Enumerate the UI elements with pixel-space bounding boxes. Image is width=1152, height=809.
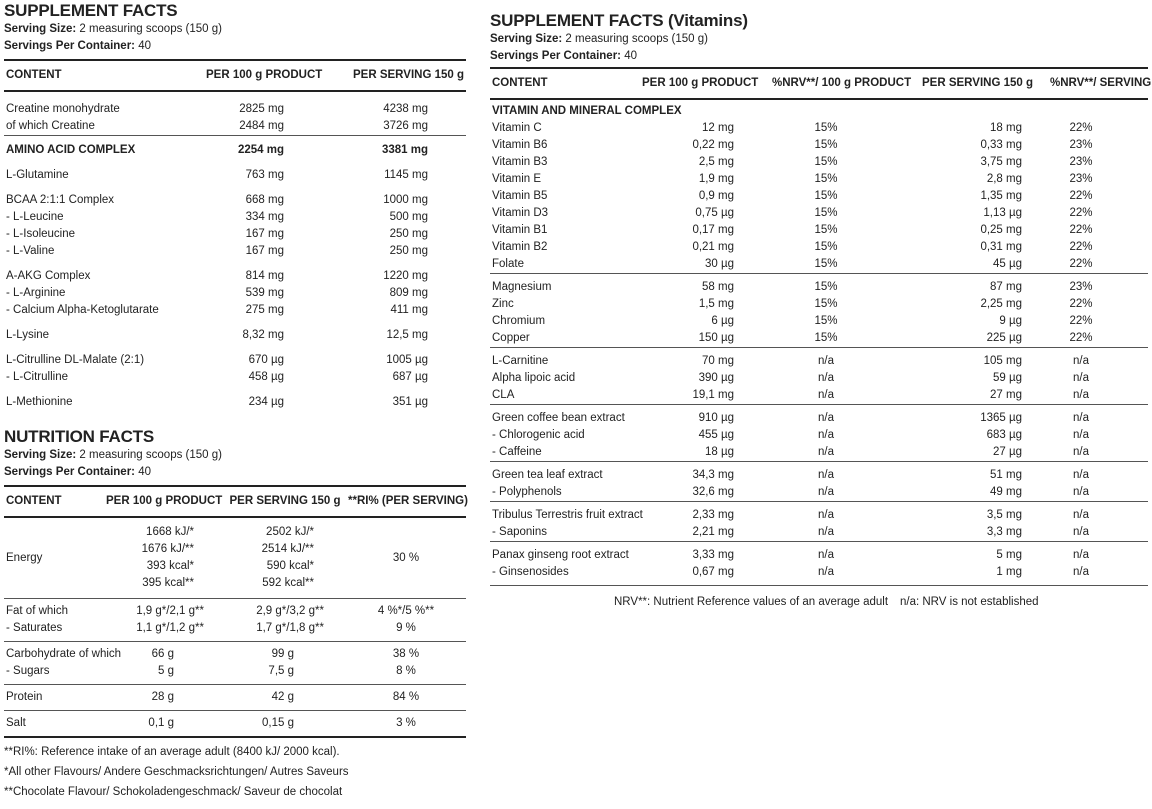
table-row: L-Methionine 234 µg 351 µg [6, 396, 428, 408]
supplement-facts-panel [4, 1, 466, 411]
table-header: CONTENT PER 100 g PRODUCT %NRV**/ 100 g PRODUCT PER SERVING 150 g %NRV**/ SERVING [490, 68, 1148, 99]
table-row: L-Lysine 8,32 mg 12,5 mg [6, 329, 428, 341]
table-row: - Chlorogenic acid 455 µg n/a 683 µg n/a [492, 429, 1089, 441]
section-heading: VITAMIN AND MINERAL COMPLEX [492, 105, 682, 117]
table-row: Vitamin B6 0,22 mg 15% 0,33 mg 23% [492, 139, 1093, 151]
nutrition-facts-table [4, 485, 466, 738]
servings-per-container: Servings Per Container: 40 [490, 50, 638, 62]
serving-size: Serving Size: 2 measuring scoops (150 g) [490, 33, 708, 45]
table-row: Vitamin D3 0,75 µg 15% 1,13 µg 22% [492, 207, 1093, 219]
servings-per-container: Servings Per Container: 40 [4, 40, 152, 52]
table-row: - L-Arginine 539 mg 809 mg [6, 287, 428, 299]
table-row: Chromium 6 µg 15% 9 µg 22% [492, 315, 1093, 327]
table-row: - Polyphenols 32,6 mg n/a 49 mg n/a [492, 486, 1089, 498]
table-row: - L-Citrulline 458 µg 687 µg [6, 371, 428, 383]
table-row: BCAA 2:1:1 Complex 668 mg 1000 mg [6, 194, 428, 206]
table-row: - Ginsenosides 0,67 mg n/a 1 mg n/a [490, 564, 1148, 586]
vitamins-title: SUPPLEMENT FACTS (Vitamins) [490, 11, 748, 30]
supplement-facts-title: SUPPLEMENT FACTS [4, 1, 178, 20]
table-row: - Caffeine 18 µg n/a 27 µg n/a [492, 446, 1089, 458]
nutrition-footnotes: **RI%: Reference intake of an average adult (8400 kJ/ 2000 kcal). *All other Flavours/ Andere Geschmacksrichtungen/ Autres Saveurs **Chocolate Flavour/ Schokoladengeschmack/ Saveur de chocolat [4, 746, 349, 798]
table-header: CONTENT PER 100 g PRODUCT PER SERVING 150 g [4, 60, 466, 91]
table-row: Protein 28 g 42 g 84 % [4, 685, 466, 711]
table-row: AMINO ACID COMPLEX 2254 mg 3381 mg [4, 136, 466, 160]
table-row: Panax ginseng root extract 3,33 mg n/a 5 mg n/a [490, 542, 1148, 565]
table-row: L-Glutamine 763 mg 1145 mg [6, 169, 428, 181]
table-row: Salt 0,1 g 0,15 g 3 % [4, 711, 466, 738]
nutrition-facts-panel [4, 427, 466, 802]
table-row: Vitamin B1 0,17 mg 15% 0,25 mg 22% [492, 224, 1093, 236]
table-row: Alpha lipoic acid 390 µg n/a 59 µg n/a [492, 372, 1089, 384]
serving-size: Serving Size: 2 measuring scoops (150 g) [4, 449, 222, 461]
table-row: - L-Isoleucine 167 mg 250 mg [6, 228, 428, 240]
table-row: Green tea leaf extract 34,3 mg n/a 51 mg n/a [490, 462, 1148, 485]
vitamins-panel [490, 11, 1152, 612]
table-row: A-AKG Complex 814 mg 1220 mg [6, 270, 428, 282]
servings-per-container: Servings Per Container: 40 [4, 466, 152, 478]
table-row: L-Carnitine 70 mg n/a 105 mg n/a [490, 348, 1148, 371]
table-row: Folate 30 µg 15% 45 µg 22% [492, 258, 1093, 270]
nutrition-facts-title: NUTRITION FACTS [4, 427, 154, 446]
table-row: Tribulus Terrestris fruit extract 2,33 mg n/a 3,5 mg n/a [490, 502, 1148, 525]
vitamins-footnote: NRV**: Nutrient Reference values of an average adult n/a: NRV is not established [614, 596, 1039, 608]
table-row: Vitamin E 1,9 mg 15% 2,8 mg 23% [492, 173, 1093, 185]
table-row: - Saponins 2,21 mg n/a 3,3 mg n/a [492, 526, 1089, 538]
table-row: Vitamin B5 0,9 mg 15% 1,35 mg 22% [492, 190, 1093, 202]
table-row: Creatine monohydrate 2825 mg 4238 mg [6, 103, 428, 115]
table-row: Copper 150 µg 15% 225 µg 22% [492, 332, 1093, 344]
table-row: Zinc 1,5 mg 15% 2,25 mg 22% [492, 298, 1093, 310]
table-header: CONTENT PER 100 g PRODUCT PER SERVING 150 g **RI% (PER SERVING) [4, 486, 466, 517]
table-row: CLA 19,1 mg n/a 27 mg n/a [492, 389, 1089, 401]
table-row: of which Creatine 2484 mg 3726 mg [6, 120, 428, 132]
table-row: - Calcium Alpha-Ketoglutarate 275 mg 411 mg [6, 304, 428, 316]
table-row: - L-Valine 167 mg 250 mg [6, 245, 428, 257]
table-row: Vitamin C 12 mg 15% 18 mg 22% [492, 122, 1093, 134]
energy-row: Energy 1668 kJ/* 1676 kJ/** 393 kcal* 395 kcal** 2502 kJ/* 2514 kJ/** 590 kcal* 592 kcal** 30 % [6, 526, 420, 589]
table-row: Vitamin B3 2,5 mg 15% 3,75 mg 23% [492, 156, 1093, 168]
table-row: Fat of which 1,9 g*/2,1 g** 2,9 g*/3,2 g** 4 %*/5 %** [4, 599, 466, 621]
table-row: Magnesium 58 mg 15% 87 mg 23% [490, 274, 1148, 297]
table-row: Green coffee bean extract 910 µg n/a 1365 µg n/a [490, 405, 1148, 428]
table-row: Carbohydrate of which 66 g 99 g 38 % [4, 642, 466, 664]
table-row: Vitamin B2 0,21 mg 15% 0,31 mg 22% [492, 241, 1093, 253]
table-row: - L-Leucine 334 mg 500 mg [6, 211, 428, 223]
table-row: - Saturates 1,1 g*/1,2 g** 1,7 g*/1,8 g** 9 % [6, 622, 416, 634]
table-row: L-Citrulline DL-Malate (2:1) 670 µg 1005 µg [6, 354, 428, 366]
table-row: - Sugars 5 g 7,5 g 8 % [6, 665, 416, 677]
supplement-facts-table [4, 59, 466, 411]
serving-size: Serving Size: 2 measuring scoops (150 g) [4, 23, 222, 35]
vitamins-table [490, 67, 1152, 586]
